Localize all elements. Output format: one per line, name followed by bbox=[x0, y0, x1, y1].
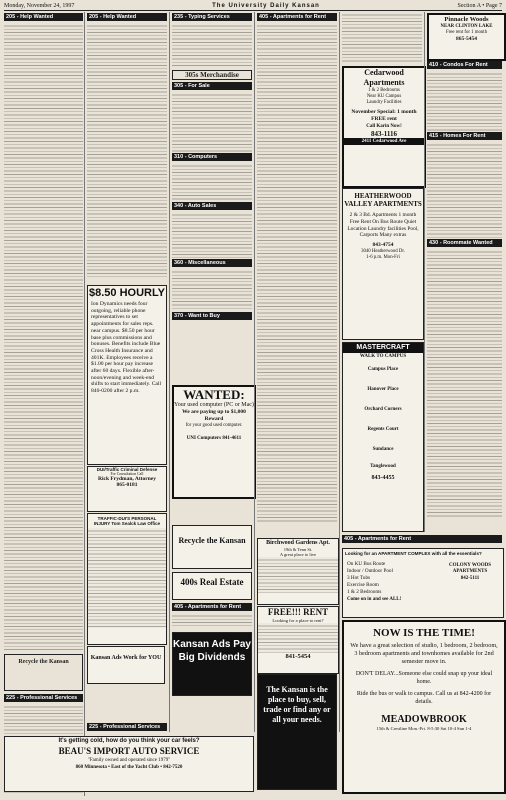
ad-body: We have a great selection of studio, 1 bedroom, 2 bedroom, 3 bedroom apartments and townhomes available for 2nd semester move in. bbox=[350, 642, 498, 665]
ad-phone: 865-0181 bbox=[116, 482, 138, 488]
ad-title: DUI/Traffic Criminal Defense bbox=[96, 467, 158, 472]
recycle-ad: Recycle the Kansan bbox=[172, 525, 252, 569]
section-header: 225 - Professional Services bbox=[4, 694, 83, 702]
ad-body: Ion Dynamics needs four outgoing, reliable phone representatives to set appointments for sales reps. near campus. $8.50 per hour base plus commissions and bonuses. Benefits include Blue Cross Health Insurance and 401K. Employees receive a $1.00 per hour pay increase after 60 days. Flexible after-noon/evening and week-end shifts to start immediately. Call 840-0200 after 2 p.m. bbox=[91, 301, 162, 395]
ad-item: 1 & 2 Bedrooms bbox=[347, 589, 382, 595]
ad-title: Cedarwood Apartments bbox=[363, 68, 405, 87]
ad-pay: We are paying up to $1,000 Reward bbox=[182, 409, 246, 422]
section-header: 225 - Professional Services bbox=[87, 723, 167, 731]
section-header: 405 - Apartments for Rent bbox=[342, 535, 502, 543]
classified-text bbox=[172, 212, 252, 258]
column-6 bbox=[427, 60, 502, 532]
ad-addr: 19th & Tenn St. bbox=[283, 547, 313, 552]
ad-subtitle: For Consultation Call bbox=[110, 472, 144, 476]
traffic-ad bbox=[87, 513, 167, 645]
bottom-header bbox=[342, 534, 502, 546]
classified-text bbox=[257, 23, 337, 523]
property-name: Campus Place bbox=[367, 367, 399, 372]
ads-work: Kansan Ads Work for YOU bbox=[87, 646, 165, 684]
classified-text bbox=[172, 92, 252, 152]
section-header: 405 - Apartments for Rent bbox=[172, 603, 252, 611]
ad-item: 3 Hot Tubs bbox=[347, 575, 371, 581]
ad-body: 2 & 3 Bd. Apartments 1 month Free Rent On Bus Route Quiet Location Laundry facilities Pool, Carports Many extras bbox=[347, 212, 419, 239]
wanted-ad bbox=[172, 385, 256, 499]
column-5 bbox=[342, 12, 422, 62]
col2-bottom-header bbox=[87, 722, 167, 734]
section-header: 430 - Roommate Wanted bbox=[427, 239, 502, 247]
section-header: 205 - Help Wanted bbox=[4, 13, 83, 21]
pinnacle-ad bbox=[427, 13, 506, 61]
section-header: 370 - Want to Buy bbox=[172, 312, 252, 320]
ad-addr: 860 Minnesota • East of the Yacht Club • 842-7520 bbox=[75, 765, 183, 770]
section-header: 405 - Apartments for Rent bbox=[257, 13, 337, 21]
property-name: Sundance bbox=[372, 447, 394, 452]
ad-store: UNI Computers 841-4611 bbox=[186, 436, 242, 441]
ad-lead: Looking for an APARTMENT COMPLEX with all the essentials? bbox=[345, 551, 482, 556]
section-header: 235 - Typing Services bbox=[172, 13, 252, 21]
classified-text bbox=[427, 71, 502, 131]
dividends-ad: Kansan Ads Pay Big Dividends bbox=[172, 632, 252, 696]
classified-text bbox=[427, 249, 502, 519]
ad-name: Rick Frydman, Attorney bbox=[98, 476, 156, 482]
cedarwood-ad bbox=[342, 66, 426, 188]
ad-walk: WALK TO CAMPUS bbox=[359, 354, 407, 359]
ad-delay: DON'T DELAY...Someone else could snap up your ideal home. bbox=[355, 671, 493, 685]
ad-ride: Ride the bus or walk to campus. Call us at 842-4200 for details. bbox=[356, 691, 492, 705]
header-date: Monday, November 24, 1997 bbox=[4, 3, 75, 9]
section-header: 205 - Help Wanted bbox=[87, 13, 167, 21]
ad-item: On KU Bus Route bbox=[347, 561, 386, 567]
birchwood-ad bbox=[257, 538, 339, 605]
ad-name: COLONY WOODS APARTMENTS bbox=[448, 563, 492, 574]
property-name: Regents Court bbox=[367, 427, 399, 432]
classified-text bbox=[427, 142, 502, 238]
real-estate-banner: 400s Real Estate bbox=[172, 572, 252, 600]
ad-special: November Special: 1 month FREE rent bbox=[351, 109, 417, 122]
ad-call: Call Karin Now! bbox=[366, 124, 402, 129]
ad-name: MEADOWBROOK bbox=[381, 714, 467, 725]
property-name: Hanover Place bbox=[367, 387, 399, 392]
classified-text bbox=[87, 23, 167, 278]
free-rent-ad bbox=[257, 606, 339, 674]
ad-hours: 1-6 p.m. Mon-Fri bbox=[366, 255, 400, 261]
section-header: 410 - Condos For Rent bbox=[427, 61, 502, 69]
ad-phone: 842-5111 bbox=[460, 576, 480, 581]
ad-line: NEAR CLINTON LAKE bbox=[440, 24, 493, 29]
column-1 bbox=[4, 12, 83, 796]
ad-phone: 865-5454 bbox=[455, 36, 478, 42]
ad-title: Birchwood Gardens Apt. bbox=[266, 540, 330, 546]
property-name: Orchard Corners bbox=[364, 407, 402, 412]
ad-tag: "Family owned and operated since 1979" bbox=[87, 758, 171, 763]
ad-item: Indoor / Outdoor Pool bbox=[347, 568, 393, 574]
ad-phone: 843-4455 bbox=[371, 475, 395, 481]
attorney-ad bbox=[87, 466, 167, 512]
ad-phone: 843-1116 bbox=[370, 130, 398, 138]
ad-body: Your used computer (PC or Mac) bbox=[174, 402, 254, 408]
classified-text bbox=[172, 23, 252, 68]
ad-name: BEAU'S IMPORT AUTO SERVICE bbox=[58, 746, 200, 756]
ad-item: Laundry Facilities bbox=[366, 100, 402, 105]
header-section: Section A • Page 7 bbox=[457, 3, 502, 9]
beaus-ad bbox=[4, 736, 254, 792]
property-name: Tanglewood bbox=[370, 464, 396, 469]
classified-text bbox=[4, 23, 83, 651]
merchandise-banner: 305s Merchandise bbox=[172, 70, 252, 80]
ad-phone: 843-4754 bbox=[372, 242, 394, 249]
kansan-ad: The Kansan is the place to buy, sell, trade or find any or all your needs. bbox=[257, 674, 337, 790]
ad-addr: 2411 Cedarwood Ave bbox=[344, 138, 424, 145]
ad-title: HEATHERWOOD VALLEY APARTMENTS bbox=[344, 192, 422, 208]
section-header: 310 - Computers bbox=[172, 153, 252, 161]
header-title: The University Daily Kansan bbox=[212, 3, 320, 9]
colony-woods-ad bbox=[342, 548, 504, 618]
ad-title: TRAFFIC-DUI'S PERSONAL INJURY Tom Sealck Law Office bbox=[93, 516, 161, 526]
recycle-ad: Recycle the Kansan bbox=[4, 654, 83, 691]
ad-item: Exercise Room bbox=[347, 582, 379, 588]
section-header: 340 - Auto Sales bbox=[172, 202, 252, 210]
classified-text bbox=[172, 163, 252, 201]
ad-note: A great place to live bbox=[279, 552, 317, 557]
mastercraft-ad bbox=[342, 342, 424, 532]
ad-title: Pinnacle Woods bbox=[444, 16, 489, 23]
ad-title: MASTERCRAFT bbox=[343, 343, 423, 353]
hourly-ad bbox=[87, 285, 167, 465]
heatherwood-ad bbox=[342, 188, 424, 340]
section-header: 415 - Homes For Rent bbox=[427, 132, 502, 140]
ad-headline: WANTED: bbox=[183, 387, 245, 402]
ad-sub: Looking for a place to rent? bbox=[272, 618, 324, 623]
ad-item: Near KU Campus bbox=[366, 94, 402, 99]
ad-addr: 15th & Crestline Mon.-Fri. 8-5:30 Sat 10-4 Sun 1-4 bbox=[376, 726, 472, 731]
page-header bbox=[4, 2, 502, 11]
ad-headline: $8.50 HOURLY bbox=[88, 287, 166, 299]
ad-top: It's getting cold, how do you think your car feels? bbox=[58, 738, 200, 744]
ad-offer: Free rent for 1 month bbox=[445, 30, 488, 35]
ad-phone: 841-5454 bbox=[285, 653, 311, 660]
section-header: 360 - Miscellaneous bbox=[172, 259, 252, 267]
column-4 bbox=[257, 12, 337, 532]
ad-addr: 3040 Heatherwood Dr. bbox=[361, 249, 405, 255]
meadowbrook-ad bbox=[342, 620, 506, 794]
classified-text bbox=[172, 269, 252, 311]
ad-item: 1 & 2 Bedrooms bbox=[368, 88, 400, 93]
ad-sub: for your good used computer. bbox=[185, 423, 243, 428]
ad-cta: Come on in and see ALL! bbox=[347, 597, 402, 602]
ad-title: FREE!!! RENT bbox=[267, 607, 329, 617]
column-3b bbox=[172, 602, 252, 628]
section-header: 305 - For Sale bbox=[172, 82, 252, 90]
ad-headline: NOW IS THE TIME! bbox=[373, 627, 475, 639]
